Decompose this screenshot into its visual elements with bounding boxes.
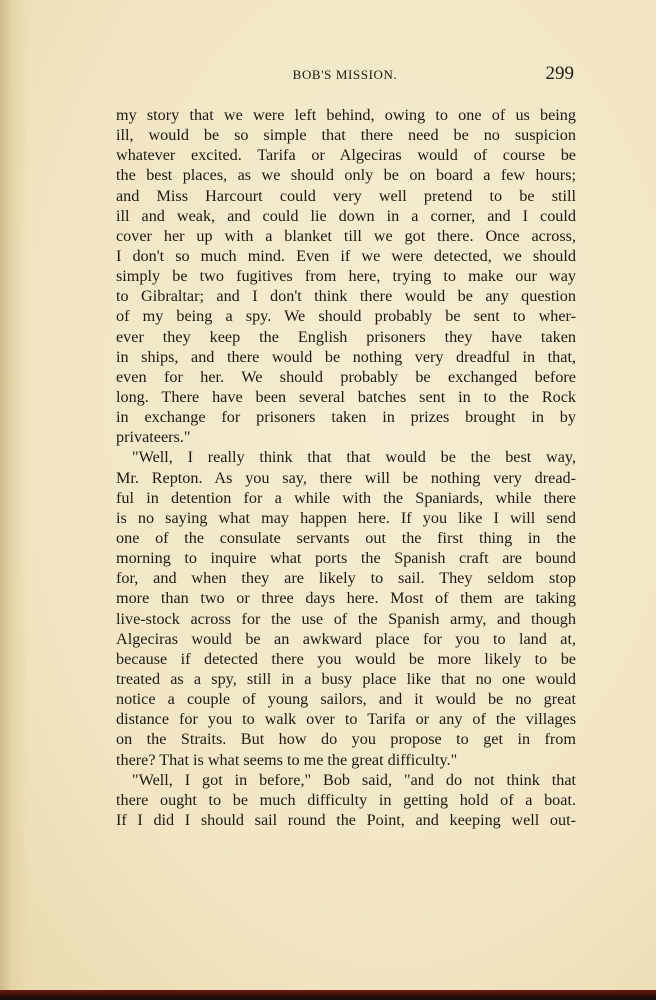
page-number: 299 [545,63,574,84]
text-line: whatever excited. Tarifa or Algeciras would of course be [116,146,576,165]
text-line: my story that we were left behind, owing to one of us being [116,106,576,124]
text-line: there? That is what seems to me the great difficulty." [116,750,458,769]
page-bottom-edge [0,990,656,1000]
page-header [116,63,574,89]
text-line: of my being a spy. We should probably be sent to wher- [116,307,576,326]
text-line: Algeciras would be an awkward place for you to land at, [116,629,576,648]
text-line: live-stock across for the use of the Spanish army, and though [116,609,576,628]
text-line: distance for you to walk over to Tarifa or any of the villages [116,710,576,729]
text-line: privateers." [116,428,191,447]
text-line: and Miss Harcourt could very well pretend to be still [116,186,576,205]
text-line: the best places, as we should only be on board a few hours; [116,166,576,185]
text-line: more than two or three days here. Most of them are taking [116,589,576,608]
text-line: ill, would be so simple that there need be no suspicion [116,126,576,145]
text-line: on the Straits. But how do you propose to get in from [116,730,576,749]
body-text [116,105,576,830]
text-line: cover her up with a blanket till we got there. Once across, [116,226,576,245]
text-line: Mr. Repton. As you say, there will be nothing very dread- [116,468,576,487]
text-line: is no saying what may happen here. If you like I will send [116,508,576,527]
text-line: "Well, I really think that that would be the best way, [132,448,576,467]
text-line: simply be two fugitives from here, trying to make our way [116,267,576,286]
text-line: ful in detention for a while with the Spaniards, while there [116,488,576,507]
text-line: ill and weak, and could lie down in a corner, and I could [116,206,576,225]
text-line: treated as a spy, still in a busy place like that no one would [116,669,576,688]
text-line: notice a couple of young sailors, and it would be no great [116,690,576,709]
text-line: If I did I should sail round the Point, and keeping well out- [116,810,576,829]
text-line: there ought to be much difficulty in getting hold of a boat. [116,790,576,809]
text-line: in exchange for prisoners taken in prizes brought in by [116,408,576,427]
text-line: long. There have been several batches sent in to the Rock [116,387,576,406]
text-line: morning to inquire what ports the Spanish craft are bound [116,549,576,568]
text-line: because if detected there you would be more likely to be [116,649,576,668]
text-line: to Gibraltar; and I don't think there would be any question [116,287,576,306]
text-line: one of the consulate servants out the first thing in the [116,528,576,547]
gutter-shadow [0,0,28,1000]
text-line: even for her. We should probably be exchanged before [116,367,576,386]
text-line: I don't so much mind. Even if we were detected, we should [116,246,576,265]
text-line: in ships, and there would be nothing very dreadful in that, [116,347,576,366]
running-head: BOB'S MISSION. [292,67,398,82]
text-line: ever they keep the English prisoners they have taken [116,327,576,346]
text-line: "Well, I got in before," Bob said, "and do not think that [132,770,576,789]
text-line: for, and when they are likely to sail. They seldom stop [116,569,576,588]
